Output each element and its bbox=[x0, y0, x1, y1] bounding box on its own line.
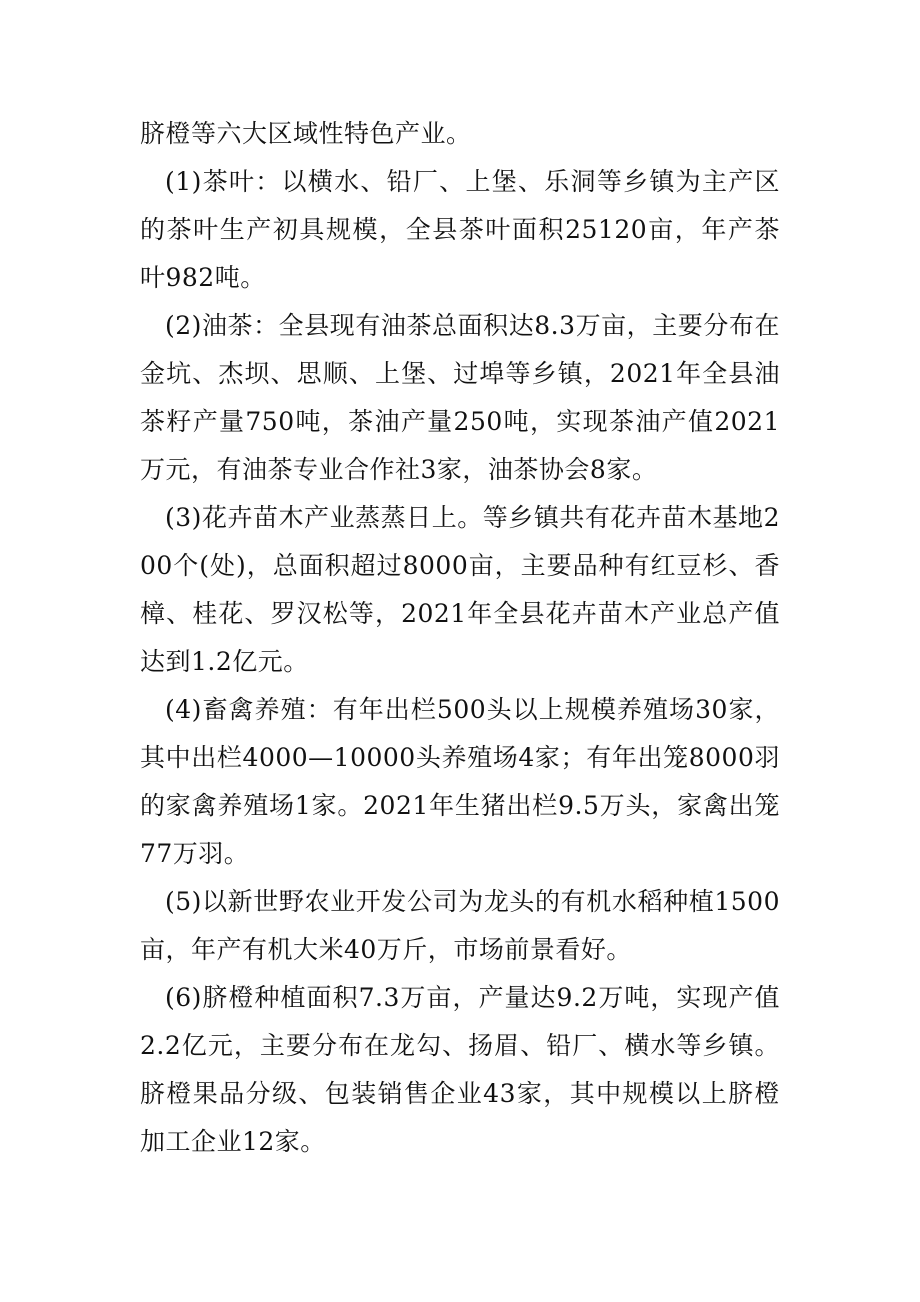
paragraph-navel-orange: (6)脐橙种植面积7.3万亩，产量达9.2万吨，实现产值2.2亿元，主要分布在龙勾、扬眉、铅厂、横水等乡镇。脐橙果品分级、包装销售企业43家，其中规模以上脐橙加工企业12家。 bbox=[140, 983, 780, 1156]
paragraph-tea: (1)茶叶：以横水、铅厂、上堡、乐洞等乡镇为主产区的茶叶生产初具规模，全县茶叶面积25120亩，年产茶叶982吨。 bbox=[140, 167, 780, 292]
paragraph-organic-rice: (5)以新世野农业开发公司为龙头的有机水稻种植1500亩，年产有机大米40万斤，市场前景看好。 bbox=[140, 887, 780, 964]
paragraph-flowers-seedlings: (3)花卉苗木产业蒸蒸日上。等乡镇共有花卉苗木基地200个(处)，总面积超过8000亩，主要品种有红豆杉、香樟、桂花、罗汉松等，2021年全县花卉苗木产业总产值达到1.2亿元。 bbox=[140, 503, 780, 676]
paragraph-livestock: (4)畜禽养殖：有年出栏500头以上规模养殖场30家，其中出栏4000—10000头养殖场4家；有年出笼8000羽的家禽养殖场1家。2021年生猪出栏9.5万头，家禽出笼77万羽。 bbox=[140, 695, 780, 868]
paragraph-intro: 脐橙等六大区域性特色产业。 bbox=[140, 119, 472, 148]
paragraph-oil-tea: (2)油茶：全县现有油茶总面积达8.3万亩，主要分布在金坑、杰坝、思顺、上堡、过埠等乡镇，2021年全县油茶籽产量750吨，茶油产量250吨，实现茶油产值2021万元，有油茶专业合作社3家，油茶协会8家。 bbox=[140, 311, 780, 484]
